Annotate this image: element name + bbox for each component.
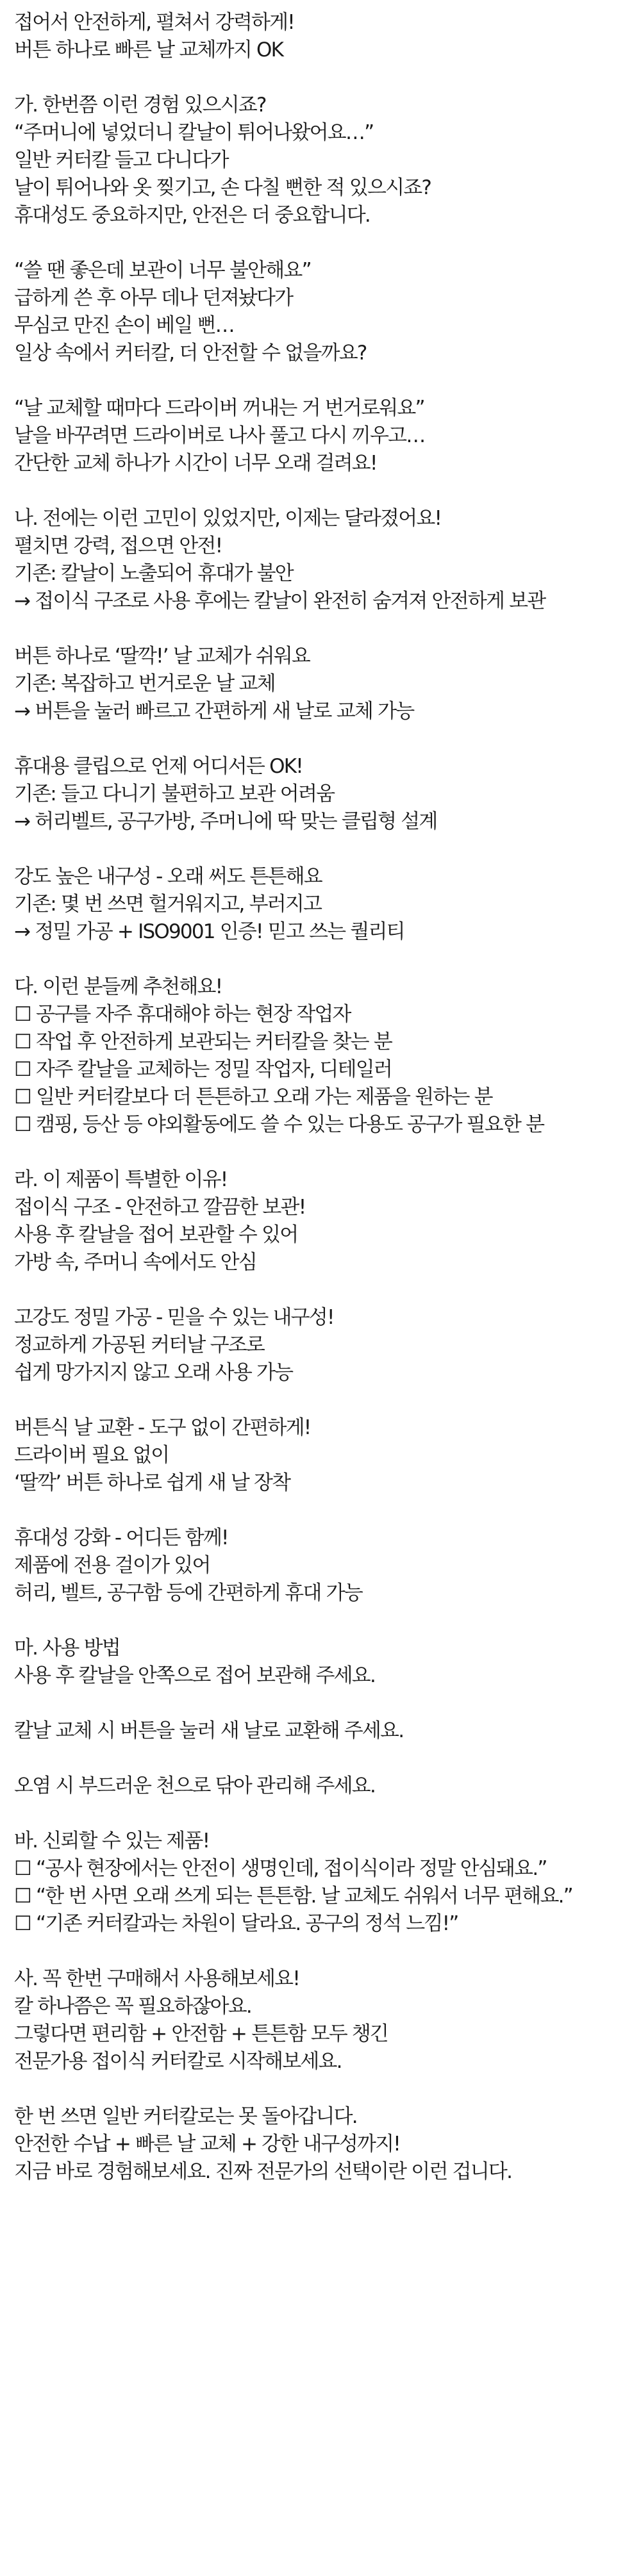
review-item: ☐ “공사 현장에서는 안전이 생명인데, 접이식이라 정말 안심돼요.” bbox=[14, 1857, 547, 1880]
text-line: 기존: 들고 다니기 불편하고 보관 어려움 bbox=[14, 782, 335, 805]
text-line: 한 번 쓰면 일반 커터칼로는 못 돌아갑니다. bbox=[14, 2105, 357, 2128]
text-line: 휴대용 클립으로 언제 어디서든 OK! bbox=[14, 755, 303, 778]
text-line: 정교하게 가공된 커터날 구조로 bbox=[14, 1333, 265, 1357]
checklist-item: ☐ 캠핑, 등산 등 야외활동에도 쓸 수 있는 다용도 공구가 필요한 분 bbox=[14, 1113, 544, 1136]
text-line: 무심코 만진 손이 베일 뻔… bbox=[14, 314, 234, 337]
text-line: 그렇다면 편리함 + 안전함 + 튼튼함 모두 챙긴 bbox=[14, 2022, 388, 2045]
text-line: 쉽게 망가지지 않고 오래 사용 가능 bbox=[14, 1361, 293, 1384]
text-line: 기존: 복잡하고 번거로운 날 교체 bbox=[14, 672, 275, 695]
text-line: 칼날 교체 시 버튼을 눌러 새 날로 교환해 주세요. bbox=[14, 1719, 404, 1742]
text-line: 간단한 교체 하나가 시간이 너무 오래 걸려요! bbox=[14, 452, 377, 475]
section-na bbox=[14, 505, 629, 615]
spacer bbox=[14, 1690, 629, 1717]
section-ma-2 bbox=[14, 1717, 629, 1745]
text-line: ‘딸깍’ 버튼 하나로 쉽게 새 날 장착 bbox=[14, 1471, 290, 1494]
spacer bbox=[14, 1387, 629, 1414]
text-line: 버튼식 날 교환 - 도구 없이 간편하게! bbox=[14, 1416, 311, 1439]
text-line: → 허리벨트, 공구가방, 주머니에 딱 맞는 클립형 설계 bbox=[14, 810, 437, 833]
section-na-3 bbox=[14, 753, 629, 836]
text-line: 펼치면 강력, 접으면 안전! bbox=[14, 534, 222, 557]
spacer bbox=[14, 1607, 629, 1635]
spacer bbox=[14, 725, 629, 753]
text-line: 일상 속에서 커터칼, 더 안전할 수 없을까요? bbox=[14, 342, 367, 365]
section-heading: 나. 전에는 이런 고민이 있었지만, 이제는 달라졌어요! bbox=[14, 507, 442, 530]
section-ra bbox=[14, 1166, 629, 1276]
section-ma-3 bbox=[14, 1772, 629, 1800]
text-line: 날이 튀어나와 옷 찢기고, 손 다칠 뻔한 적 있으시죠? bbox=[14, 176, 431, 199]
spacer bbox=[14, 1276, 629, 1304]
spacer bbox=[14, 615, 629, 643]
spacer bbox=[14, 229, 629, 257]
section-sa bbox=[14, 1965, 629, 2076]
section-ga-2 bbox=[14, 257, 629, 367]
text-line: 일반 커터칼 들고 다니다가 bbox=[14, 149, 228, 172]
spacer bbox=[14, 1139, 629, 1166]
section-heading: 다. 이런 분들께 추천해요! bbox=[14, 975, 222, 998]
text-line: 사용 후 칼날을 접어 보관할 수 있어 bbox=[14, 1223, 298, 1246]
intro-block bbox=[14, 9, 629, 64]
text-line: 기존: 몇 번 쓰면 헐거워지고, 부러지고 bbox=[14, 893, 322, 916]
spacer bbox=[14, 367, 629, 395]
section-heading: 바. 신뢰할 수 있는 제품! bbox=[14, 1829, 210, 1853]
text-line: “쓸 땐 좋은데 보관이 너무 불안해요” bbox=[14, 259, 311, 282]
text-line: 드라이버 필요 없이 bbox=[14, 1444, 169, 1467]
text-line: “날 교체할 때마다 드라이버 꺼내는 거 번거로워요” bbox=[14, 397, 424, 420]
text-line: 기존: 칼날이 노출되어 휴대가 불안 bbox=[14, 562, 293, 585]
section-heading: 사. 꼭 한번 구매해서 사용해보세요! bbox=[14, 1967, 299, 1990]
spacer bbox=[14, 477, 629, 505]
text-line: 지금 바로 경험해보세요. 진짜 전문가의 선택이란 이런 겁니다. bbox=[14, 2160, 512, 2183]
spacer bbox=[14, 1800, 629, 1828]
section-ga bbox=[14, 92, 629, 229]
checklist-item: ☐ 일반 커터칼보다 더 튼튼하고 오래 가는 제품을 원하는 분 bbox=[14, 1086, 492, 1109]
text-line: 안전한 수납 + 빠른 날 교체 + 강한 내구성까지! bbox=[14, 2133, 400, 2156]
text-line: 휴대성 강화 - 어디든 함께! bbox=[14, 1526, 228, 1549]
text-line: 사용 후 칼날을 안쪽으로 접어 보관해 주세요. bbox=[14, 1664, 376, 1687]
text-line: 강도 높은 내구성 - 오래 써도 튼튼해요 bbox=[14, 865, 322, 888]
review-item: ☐ “한 번 사면 오래 쓰게 되는 튼튼함. 날 교체도 쉬워서 너무 편해요.” bbox=[14, 1885, 572, 1908]
text-line: → 버튼을 눌러 빠르고 간편하게 새 날로 교체 가능 bbox=[14, 700, 414, 723]
text-line: → 정밀 가공 + ISO9001 인증! 믿고 쓰는 퀄리티 bbox=[14, 920, 404, 943]
text-line: 휴대성도 중요하지만, 안전은 더 중요합니다. bbox=[14, 204, 370, 227]
text-line: 오염 시 부드러운 천으로 닦아 관리해 주세요. bbox=[14, 1774, 376, 1797]
section-heading: 라. 이 제품이 특별한 이유! bbox=[14, 1168, 228, 1191]
text-line: 접이식 구조 - 안전하고 깔끔한 보관! bbox=[14, 1196, 306, 1219]
spacer bbox=[14, 1745, 629, 1772]
spacer bbox=[14, 64, 629, 92]
text-line: 버튼 하나로 ‘딸깍!’ 날 교체가 쉬워요 bbox=[14, 645, 310, 668]
text-line: 고강도 정밀 가공 - 믿을 수 있는 내구성! bbox=[14, 1306, 334, 1329]
text-line: “주머니에 넣었더니 칼날이 튀어나왔어요…” bbox=[14, 121, 374, 144]
checklist-item: ☐ 작업 후 안전하게 보관되는 커터칼을 찾는 분 bbox=[14, 1030, 392, 1053]
text-line: 제품에 전용 걸이가 있어 bbox=[14, 1554, 210, 1577]
section-na-2 bbox=[14, 643, 629, 725]
section-ga-3 bbox=[14, 395, 629, 477]
spacer bbox=[14, 1938, 629, 1965]
checklist-item: ☐ 공구를 자주 휴대해야 하는 현장 작업자 bbox=[14, 1003, 351, 1026]
text-line: 급하게 쓴 후 아무 데나 던져놨다가 bbox=[14, 286, 293, 310]
review-item: ☐ “기존 커터칼과는 차원이 달라요. 공구의 정석 느낌!” bbox=[14, 1912, 458, 1935]
section-ba bbox=[14, 1828, 629, 1938]
spacer bbox=[14, 946, 629, 973]
spacer bbox=[14, 836, 629, 863]
text-line: 전문가용 접이식 커터칼로 시작해보세요. bbox=[14, 2050, 342, 2073]
text-line: 가방 속, 주머니 속에서도 안심 bbox=[14, 1251, 257, 1274]
section-heading: 마. 사용 방법 bbox=[14, 1637, 120, 1660]
text-line: 칼 하나쯤은 꼭 필요하잖아요. bbox=[14, 1995, 251, 2018]
spacer bbox=[14, 1497, 629, 1524]
section-ra-3 bbox=[14, 1414, 629, 1497]
product-description bbox=[14, 0, 629, 2186]
text-line: → 접이식 구조로 사용 후에는 칼날이 완전히 숨겨져 안전하게 보관 bbox=[14, 590, 545, 613]
checklist-item: ☐ 자주 칼날을 교체하는 정밀 작업자, 디테일러 bbox=[14, 1058, 392, 1081]
section-heading: 가. 한번쯤 이런 경험 있으시죠? bbox=[14, 94, 266, 117]
section-da bbox=[14, 973, 629, 1139]
subheadline: 버튼 하나로 빠른 날 교체까지 OK bbox=[14, 38, 283, 62]
spacer bbox=[14, 2076, 629, 2103]
section-ra-2 bbox=[14, 1304, 629, 1387]
section-ra-4 bbox=[14, 1524, 629, 1607]
section-na-4 bbox=[14, 863, 629, 946]
text-line: 허리, 벨트, 공구함 등에 간편하게 휴대 가능 bbox=[14, 1581, 362, 1605]
closing-block bbox=[14, 2103, 629, 2186]
headline: 접어서 안전하게, 펼쳐서 강력하게! bbox=[14, 11, 294, 34]
section-ma bbox=[14, 1635, 629, 1690]
text-line: 날을 바꾸려면 드라이버로 나사 풀고 다시 끼우고… bbox=[14, 424, 425, 447]
